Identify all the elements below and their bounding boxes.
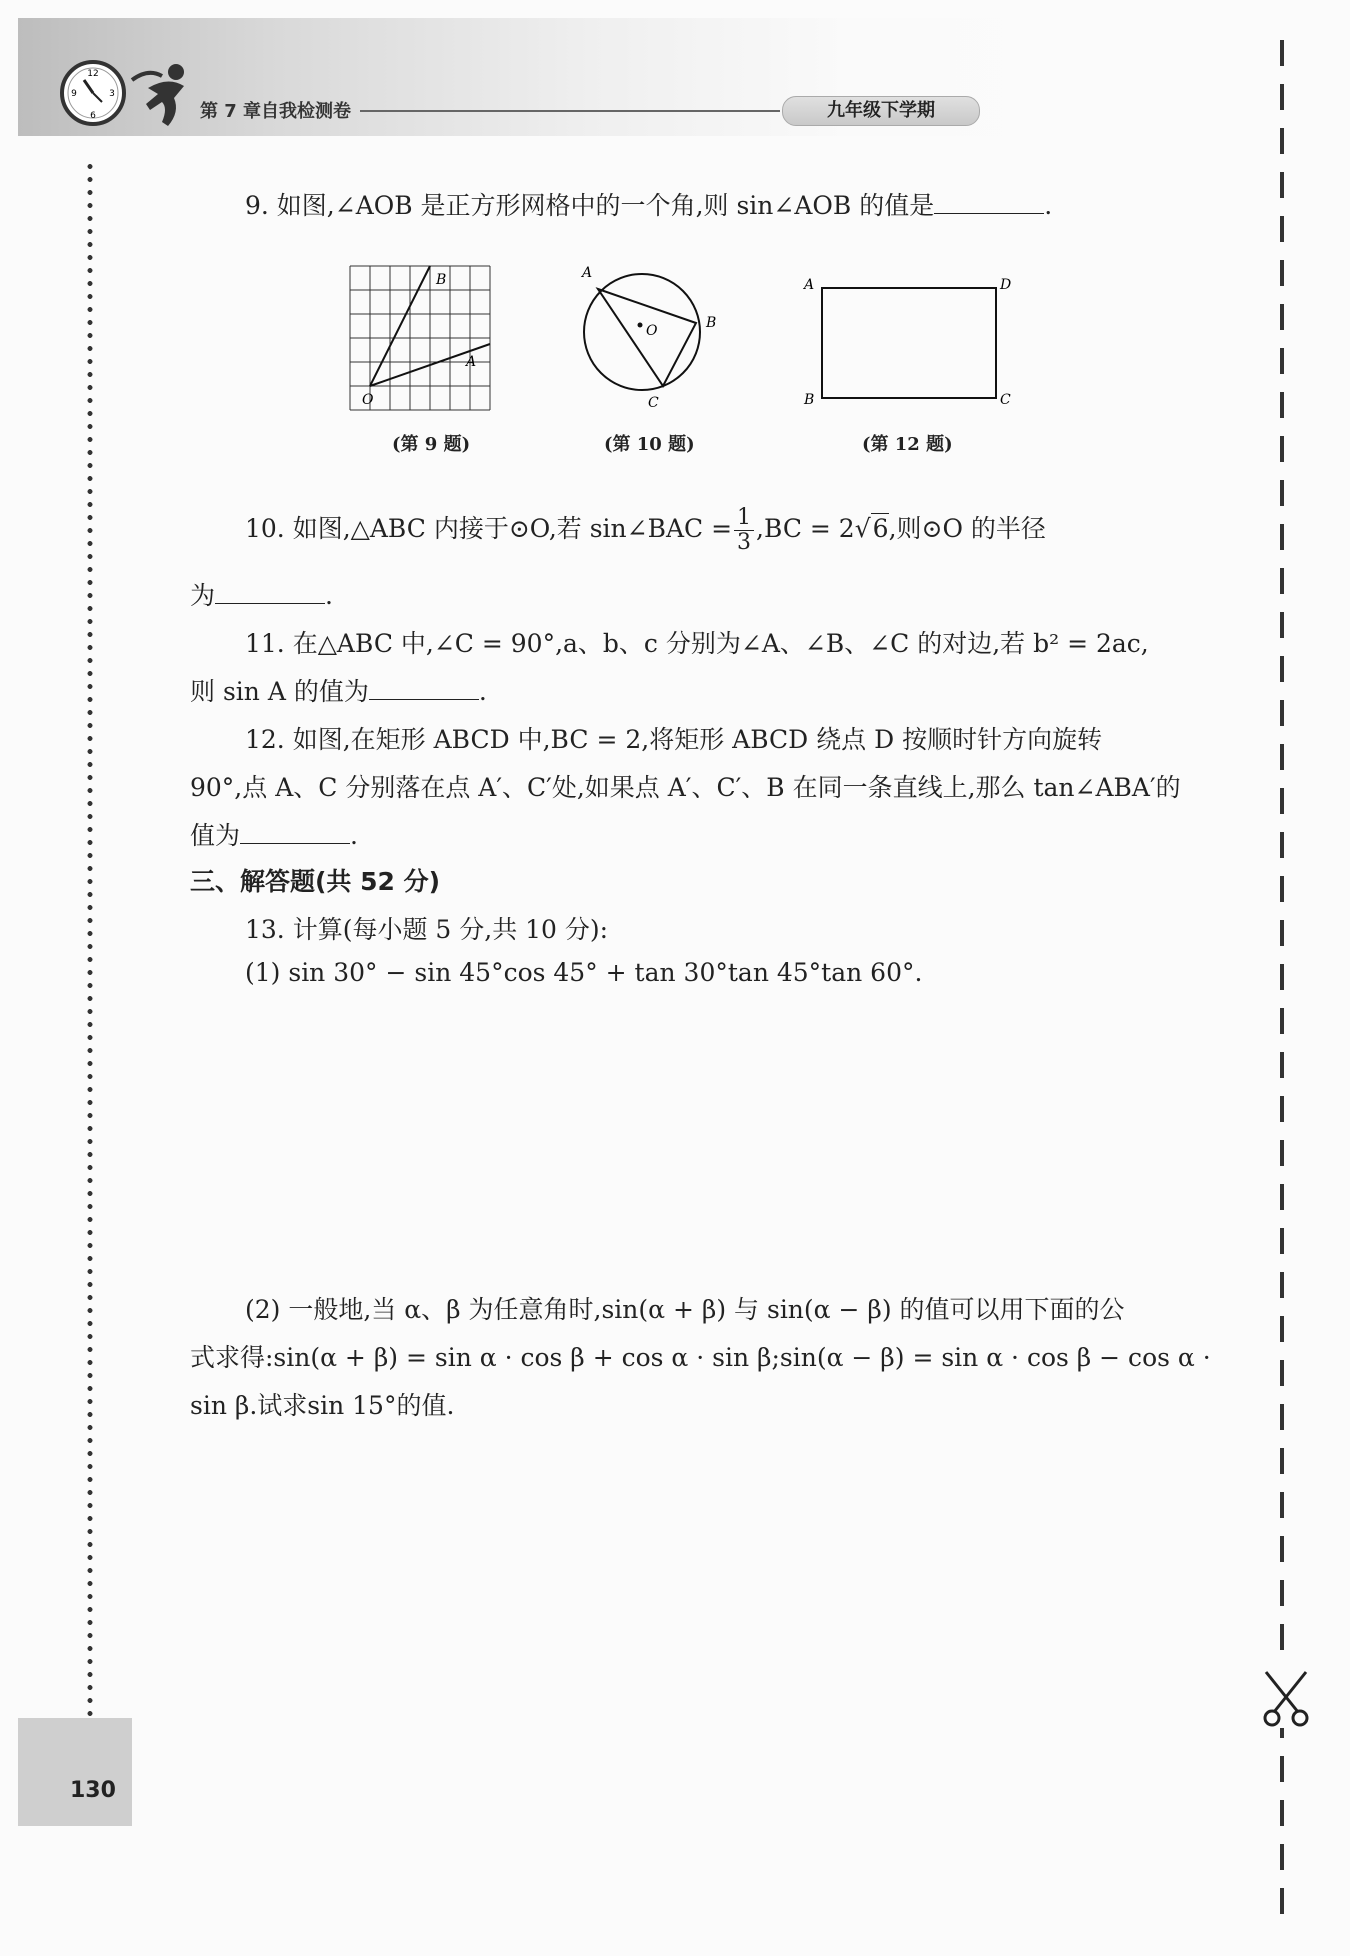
answer-blank [240,821,350,844]
header-divider [360,110,780,112]
fraction: $\frac{1}{3}$ [734,506,754,555]
svg-text:6: 6 [90,111,96,121]
label-o: O [362,392,374,408]
question-10: 10. 如图,△ABC 内接于⊙O,若 sin∠BAC = $\frac{1}{3}$ ,BC = 2√6,则⊙O 的半径 [245,505,1046,555]
punct: . [1044,191,1053,220]
page-number-box [18,1718,132,1826]
clock-icon [58,58,128,128]
label-b: B [436,272,447,288]
question-12: 12. 如图,在矩形 ABCD 中,BC = 2,将矩形 ABCD 绕点 D 按顺时针方向旋转 [245,725,1103,754]
svg-text:3: 3 [109,89,115,99]
chapter-title: 第 7 章自我检测卷 [200,101,352,122]
question-13-part1: (1) sin 30° − sin 45°cos 45° + tan 30°tan 45°tan 60°. [245,958,923,987]
question-13-part2-line1: (2) 一般地,当 α、β 为任意角时,sin(α + β) 与 sin(α − β) 的值可以用下面的公 [245,1295,1125,1324]
question-11: 11. 在△ABC 中,∠C = 90°,a、b、c 分别为∠A、∠B、∠C 的对边,若 b² = 2ac, [245,629,1149,658]
figure-10-circle [570,255,730,415]
svg-text:A: A [582,265,593,281]
question-12-line2: 90°,点 A、C 分别落在点 A′、C′处,如果点 A′、C′、B 在同一条直线上,那么 tan∠ABA′的 [190,773,1181,802]
question-13-part2-line3: sin β.试求sin 15°的值. [190,1391,455,1420]
svg-text:B: B [706,315,717,331]
figure-9-grid [340,258,510,418]
figure-9-caption: (第 9 题) [392,434,471,455]
svg-text:C: C [1000,392,1011,408]
figure-10-caption: (第 10 题) [604,434,695,455]
figure-12-caption: (第 12 题) [862,434,953,455]
svg-text:12: 12 [87,69,99,79]
label-a: A [466,354,477,370]
cut-line [1280,40,1284,1920]
question-13-title: 13. 计算(每小题 5 分,共 10 分): [245,915,609,944]
section-3-heading: 三、解答题(共 52 分) [190,867,441,896]
runner-icon [128,58,198,130]
answer-blank [215,581,325,604]
answer-blank [934,191,1044,214]
sqrt-value: 6 [872,514,889,543]
question-13-part2-line2: 式求得:sin(α + β) = sin α · cos β + cos α · sin β;sin(α − β) = sin α · cos β − cos α · [190,1343,1211,1372]
svg-text:9: 9 [71,89,77,99]
question-12-line3: 值为 . [190,821,358,850]
question-10-line2: 为 . [190,581,333,610]
svg-text:D: D [1000,277,1012,293]
svg-text:A: A [804,277,815,293]
svg-text:O: O [646,323,658,339]
grade-badge: 九年级下学期 [782,96,980,126]
question-9-text: 9. 如图,∠AOB 是正方形网格中的一个角,则 sin∠AOB 的值是 [245,191,935,220]
binding-dotted-line [87,160,93,1720]
answer-blank [369,677,479,700]
svg-text:C: C [648,395,659,411]
page-number: 130 [70,1778,116,1803]
figure-12-rectangle [800,270,1030,420]
question-9 [245,186,1052,222]
question-11-line2: 则 sin A 的值为 . [190,677,487,706]
svg-text:B: B [804,392,815,408]
scissors-icon [1258,1668,1314,1728]
